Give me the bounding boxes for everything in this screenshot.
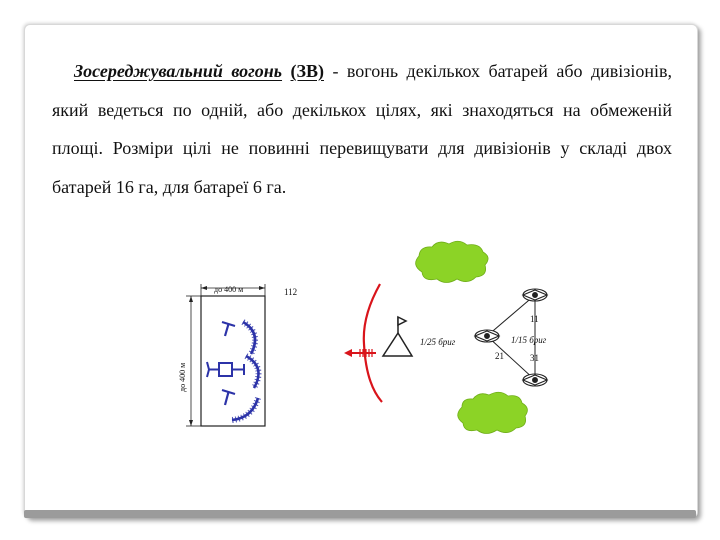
definition-text: - вогонь декількох батарей або дивізіонів, який ведеться по одній, або декількох цілях, які знаходяться на обмеженій площі. Розміри цілі не повинні перевищувати для дивізіонів у складі двох батарей 16 га, для батареї 6 га. xyxy=(52,61,672,197)
slide-bottom-bar xyxy=(24,510,696,518)
term-abbreviation: (ЗВ) xyxy=(290,61,324,81)
observation-post-icon xyxy=(383,317,412,356)
fire-direction-arrow xyxy=(344,349,376,357)
bush-bottom xyxy=(458,392,528,433)
width-label: до 400 м xyxy=(214,285,244,294)
bush-top xyxy=(416,241,488,282)
front-line xyxy=(364,284,382,402)
battery-11-label: 11 xyxy=(530,314,539,324)
battery-21-label: 21 xyxy=(495,351,504,361)
battery-icon-11 xyxy=(523,289,547,301)
battery-31-label: 31 xyxy=(530,353,539,363)
battery-icon-21 xyxy=(475,330,499,342)
height-label: до 400 м xyxy=(178,362,187,392)
fire-label-left: 1/25 бриг xyxy=(420,337,456,347)
fire-label-right: 1/15 бриг xyxy=(511,335,547,345)
battery-icon-31 xyxy=(523,374,547,386)
term-title: Зосереджувальний вогонь xyxy=(74,61,283,81)
battery-fire-scheme xyxy=(344,241,547,433)
target-area-scheme xyxy=(178,284,297,426)
target-number-label: 112 xyxy=(284,287,298,297)
